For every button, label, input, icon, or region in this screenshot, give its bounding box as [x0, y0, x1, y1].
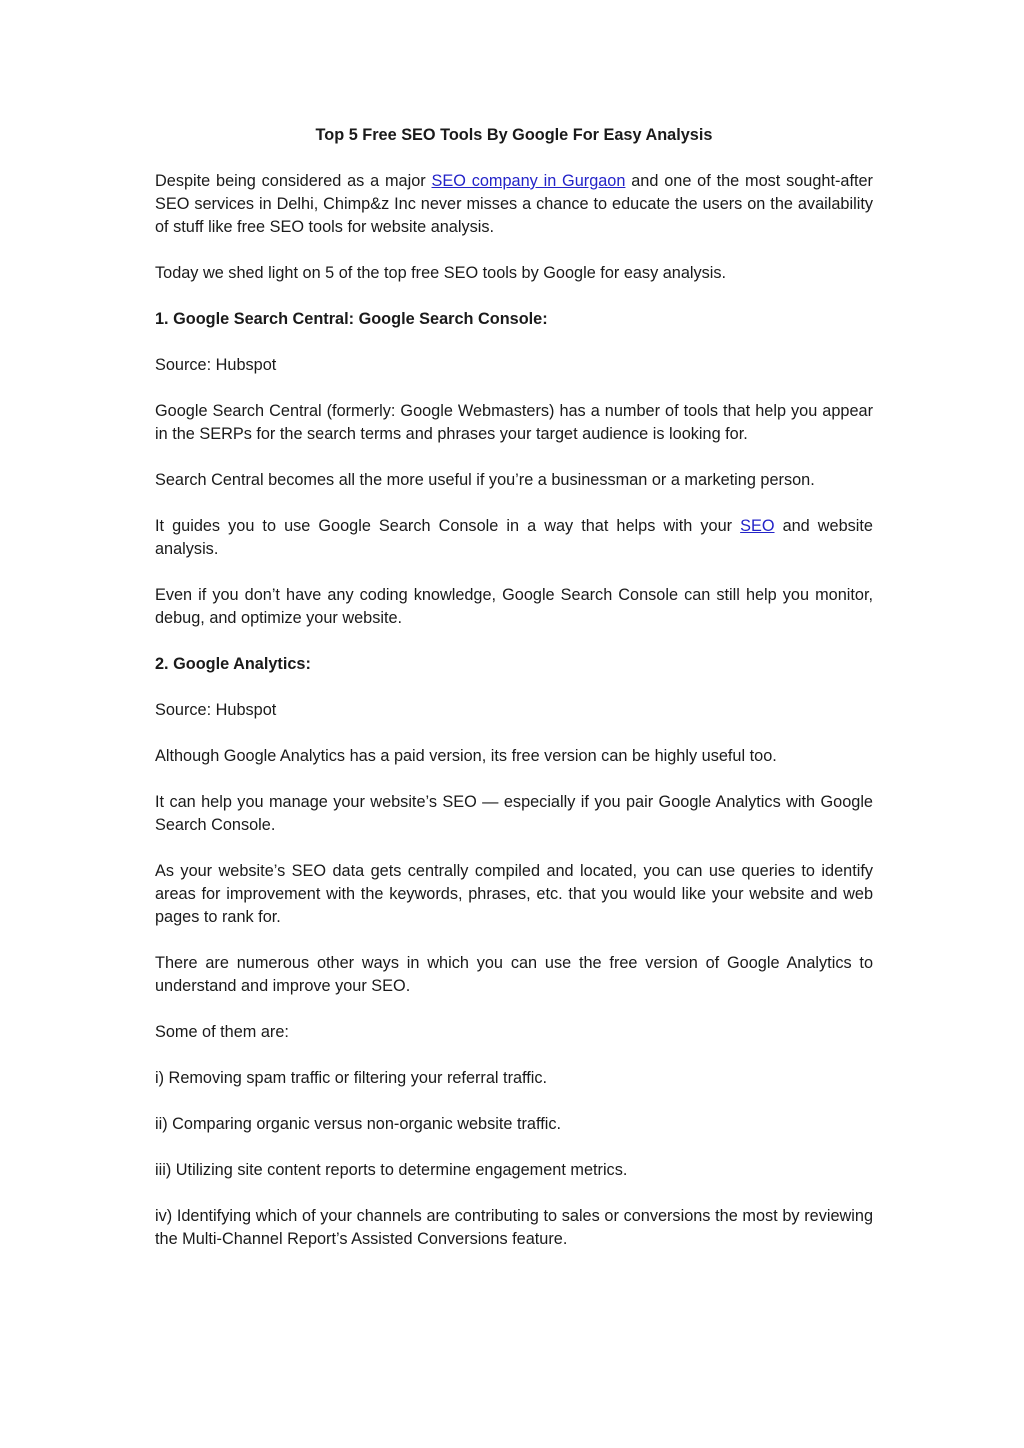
- search-central-useful-paragraph: Search Central becomes all the more useful if you’re a businessman or a marketing person.: [155, 471, 815, 489]
- coding-knowledge-paragraph: Even if you don’t have any coding knowledge, Google Search Console can still help you monitor, debug, and optimize your website.: [155, 586, 873, 627]
- search-console-guide-paragraph: [155, 515, 873, 561]
- list-item: ii) Comparing organic versus non-organic website traffic.: [155, 1115, 562, 1133]
- guide-text-end: and website analysis.: [155, 517, 873, 558]
- seo-link[interactable]: SEO: [740, 517, 775, 535]
- document-page: [155, 124, 873, 1274]
- guide-text-start: It guides you to use Google Search Console in a way that helps with your: [155, 517, 741, 535]
- analytics-seo-paragraph: It can help you manage your website’s SEO — especially if you pair Google Analytics with Google Search Console.: [155, 793, 873, 834]
- search-central-paragraph: Google Search Central (formerly: Google Webmasters) has a number of tools that help you appear in the SERPs for the search terms and phrases your target audience is looking for.: [155, 402, 873, 443]
- intro-text-end: and one of the most sought-after SEO services in Delhi, Chimp&z Inc never misses a chance to educate the users on the availability of stuff like free SEO tools for website analysis.: [155, 172, 873, 236]
- some-of-them-paragraph: Some of them are:: [155, 1023, 289, 1041]
- list-item: iv) Identifying which of your channels are contributing to sales or conversions the most by reviewing the Multi-Channel Report’s Assisted Conversions feature.: [155, 1207, 873, 1248]
- analytics-queries-paragraph: As your website’s SEO data gets centrally compiled and located, you can use queries to identify areas for improvement with the keywords, phrases, etc. that you would like your website and web pages to rank for.: [155, 862, 873, 926]
- section-heading-analytics: 2. Google Analytics:: [155, 655, 311, 673]
- document-title: Top 5 Free SEO Tools By Google For Easy Analysis: [315, 126, 713, 144]
- intro-text-start: Despite being considered as a major: [155, 172, 432, 190]
- seo-company-gurgaon-link[interactable]: SEO company in Gurgaon: [431, 172, 626, 190]
- list-item: iii) Utilizing site content reports to determine engagement metrics.: [155, 1161, 628, 1179]
- intro-paragraph: [155, 170, 873, 239]
- section-heading-search-console: 1. Google Search Central: Google Search Console:: [155, 310, 548, 328]
- analytics-ways-paragraph: There are numerous other ways in which you can use the free version of Google Analytics to understand and improve your SEO.: [155, 954, 873, 995]
- source-note: Source: Hubspot: [155, 701, 277, 719]
- analytics-paid-paragraph: Although Google Analytics has a paid version, its free version can be highly useful too.: [155, 747, 777, 765]
- today-paragraph: Today we shed light on 5 of the top free SEO tools by Google for easy analysis.: [155, 264, 727, 282]
- source-note: Source: Hubspot: [155, 356, 277, 374]
- list-item: i) Removing spam traffic or filtering your referral traffic.: [155, 1069, 548, 1087]
